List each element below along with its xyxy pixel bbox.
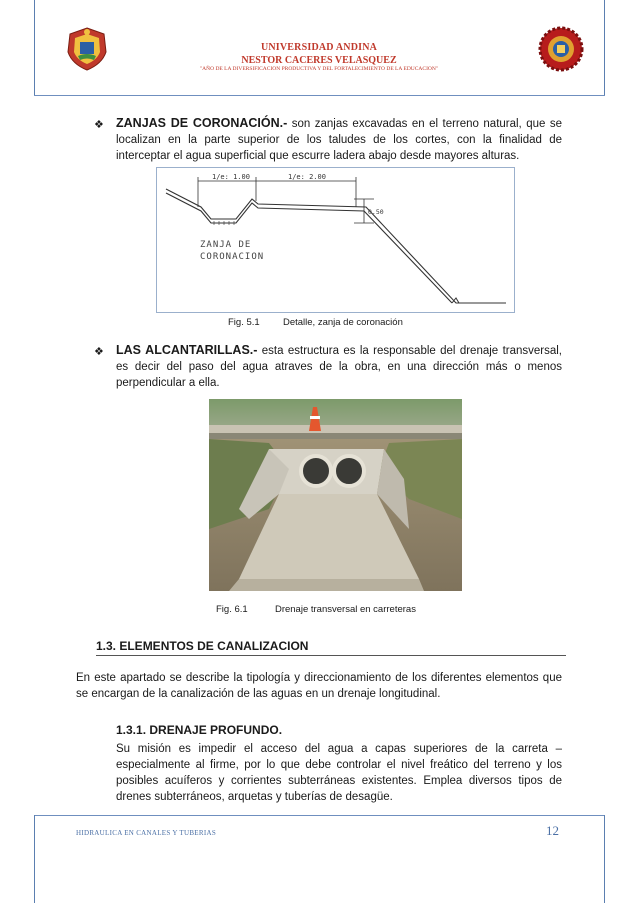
dim-right-label: 1/e: 2.00	[288, 173, 326, 181]
bullet-icon: ❖	[94, 119, 104, 131]
section-alcantarillas	[116, 342, 562, 391]
subsection-text: Su misión es impedir el acceso del agua a capas superiores de la carreta – especialmente al firme, por lo que debe controlar el nivel freático del terreno y los posibles acuíferos y corrientes subterráneas existentes. Emplea diversos tipos de drenes subterráneos, arquetas y tuberías de desagüe.	[116, 743, 562, 803]
footer-rule	[34, 815, 605, 816]
section-alcantarillas-text-first: esta estructura es la responsable del drenaje	[257, 345, 499, 357]
section-zanjas-text-rest: localizan en la parte superior de los taludes de los cortes, con la finalidad de interceptar el agua superficial que escurre ladera abajo desde mayores alturas.	[116, 134, 562, 162]
diagram-label-line1: ZANJA DE	[200, 240, 252, 250]
figure1-caption-number: Fig. 5.1	[228, 317, 260, 328]
figure-culvert-photo	[209, 399, 462, 591]
figure-zanja-diagram	[156, 167, 515, 313]
dim-height-label: 0.50	[368, 208, 384, 216]
figure1-caption	[228, 317, 528, 328]
header-year-motto: "AÑO DE LA DIVERSIFICACION PRODUCTIVA Y DEL FORTALECIMIENTO DE LA EDUCACION"	[199, 66, 439, 72]
bullet-icon: ❖	[94, 346, 104, 358]
section-alcantarillas-title: LAS ALCANTARILLAS.-	[116, 343, 258, 357]
diagram-label-line2: CORONACION	[200, 252, 265, 262]
figure2-caption-number: Fig. 6.1	[216, 604, 248, 615]
section-heading: 1.3. ELEMENTOS DE CANALIZACION	[96, 639, 309, 653]
figure2-caption	[216, 604, 516, 615]
section-alcantarillas-text-rest: transversal, es decir del paso del agua atraves de la obra, en una dirección más o menos perpendicular a ella.	[116, 345, 562, 389]
section-intro: En este apartado se describe la tipología y direccionamiento de los diferentes elementos que se encargan de la canalización de las aguas en un drenaje longitudinal.	[76, 672, 562, 700]
figure2-caption-text: Drenaje transversal en carreteras	[274, 604, 416, 615]
header-university: UNIVERSIDAD ANDINA	[260, 42, 378, 53]
footer-right-rule	[604, 815, 605, 903]
footer-left-rule	[34, 815, 35, 903]
section-zanjas-title: ZANJAS DE CORONACIÓN.-	[116, 116, 288, 130]
header-bottom-rule	[34, 95, 605, 96]
subsection-heading: 1.3.1. DRENAJE PROFUNDO.	[116, 723, 283, 737]
header-university-name: NESTOR CACERES VELASQUEZ	[241, 55, 397, 66]
page-number: 12	[546, 823, 559, 838]
section-zanjas-text-first: son zanjas excavadas en el terreno natural, que se	[287, 118, 562, 130]
section-zanjas	[116, 115, 562, 164]
figure1-caption-text: Detalle, zanja de coronación	[282, 317, 403, 328]
section-heading-rule	[96, 655, 566, 656]
dim-left-label: 1/e: 1.00	[212, 173, 250, 181]
footer-course-title: HIDRAULICA EN CANALES Y TUBERIAS	[76, 829, 217, 837]
